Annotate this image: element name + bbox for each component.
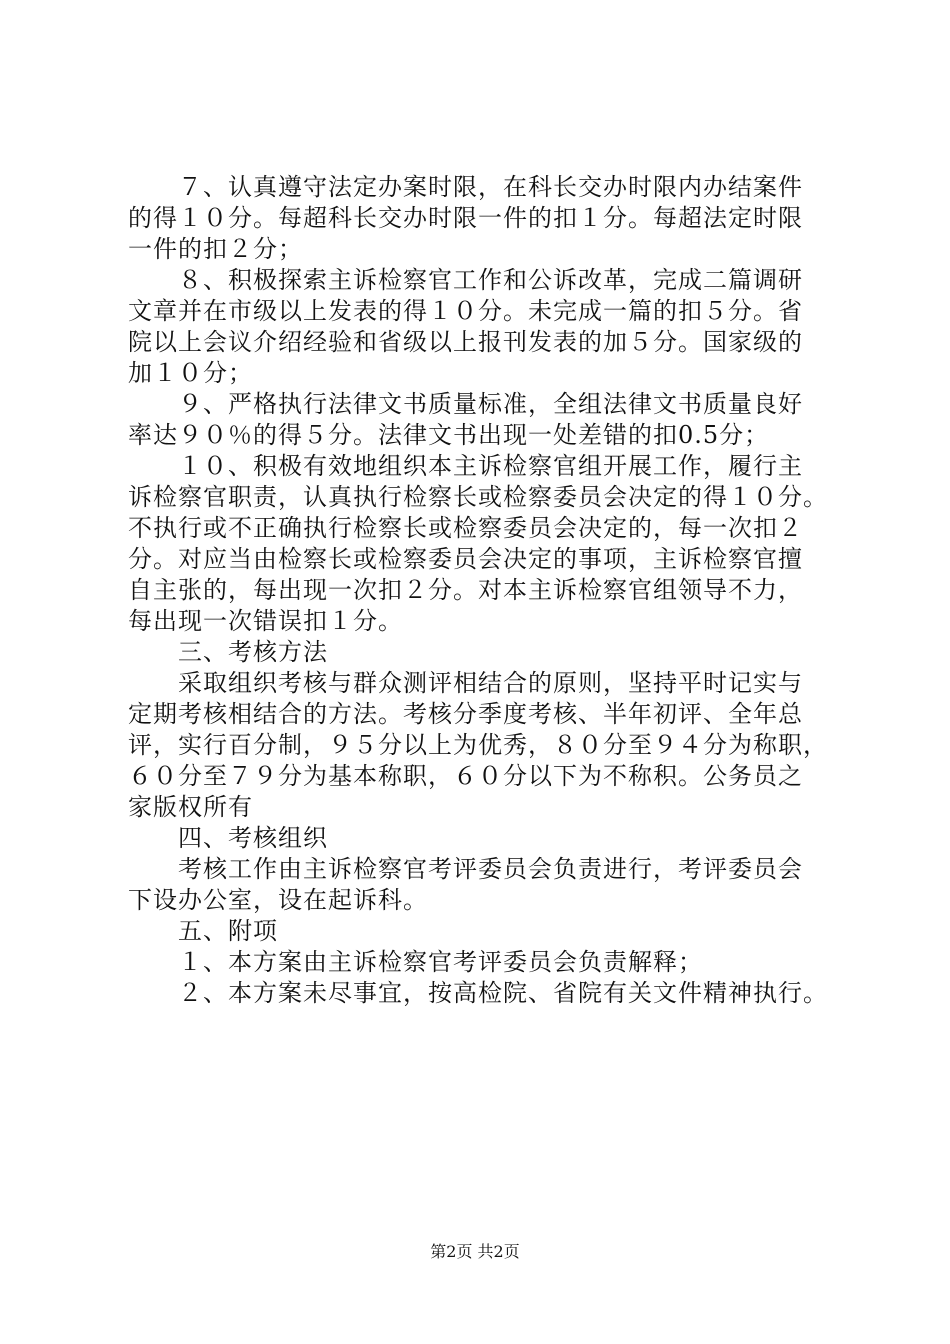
page-footer: 第2页 共2页 — [430, 1242, 520, 1261]
text-line: 评，实行百分制，９５分以上为优秀，８０分至９４分为称职， — [128, 731, 828, 759]
text-line: 诉检察官职责，认真执行检察长或检察委员会决定的得１０分。 — [128, 483, 828, 511]
text-line: ９、严格执行法律文书质量标准，全组法律文书质量良好 — [128, 390, 803, 418]
text-line: 每出现一次错误扣１分。 — [128, 607, 403, 635]
text-line: 自主张的，每出现一次扣２分。对本主诉检察官组领导不力， — [128, 576, 803, 604]
text-line: 考核工作由主诉检察官考评委员会负责进行，考评委员会 — [128, 855, 803, 883]
text-line: 分。对应当由检察长或检察委员会决定的事项，主诉检察官擅 — [128, 545, 803, 573]
text-line: ２、本方案未尽事宜，按高检院、省院有关文件精神执行。 — [128, 979, 828, 1007]
text-line: 率达９０％的得５分。法律文书出现一处差错的扣0.5分； — [128, 421, 770, 449]
text-line: １、本方案由主诉检察官考评委员会负责解释； — [128, 948, 703, 976]
text-line: 不执行或不正确执行检察长或检察委员会决定的，每一次扣２ — [128, 514, 803, 542]
section-heading: 四、考核组织 — [128, 824, 328, 852]
text-line: １０、积极有效地组织本主诉检察官组开展工作，履行主 — [128, 452, 803, 480]
text-line: 采取组织考核与群众测评相结合的原则，坚持平时记实与 — [128, 669, 803, 697]
text-line: 下设办公室，设在起诉科。 — [128, 886, 428, 914]
document-body — [128, 172, 848, 1009]
text-line: 一件的扣２分； — [128, 235, 303, 263]
text-line: ６０分至７９分为基本称职，６０分以下为不称积。公务员之 — [128, 762, 803, 790]
text-line: ８、积极探索主诉检察官工作和公诉改革，完成二篇调研 — [128, 266, 803, 294]
text-line: 加１０分； — [128, 359, 253, 387]
text-line: 的得１０分。每超科长交办时限一件的扣１分。每超法定时限 — [128, 204, 803, 232]
text-line: 文章并在市级以上发表的得１０分。未完成一篇的扣５分。省 — [128, 297, 803, 325]
section-heading: 三、考核方法 — [128, 638, 328, 666]
text-line: ７、认真遵守法定办案时限，在科长交办时限内办结案件 — [128, 173, 803, 201]
section-heading: 五、附项 — [128, 917, 278, 945]
text-line: 定期考核相结合的方法。考核分季度考核、半年初评、全年总 — [128, 700, 803, 728]
text-line: 家版权所有 — [128, 793, 253, 821]
text-line: 院以上会议介绍经验和省级以上报刊发表的加５分。国家级的 — [128, 328, 803, 356]
